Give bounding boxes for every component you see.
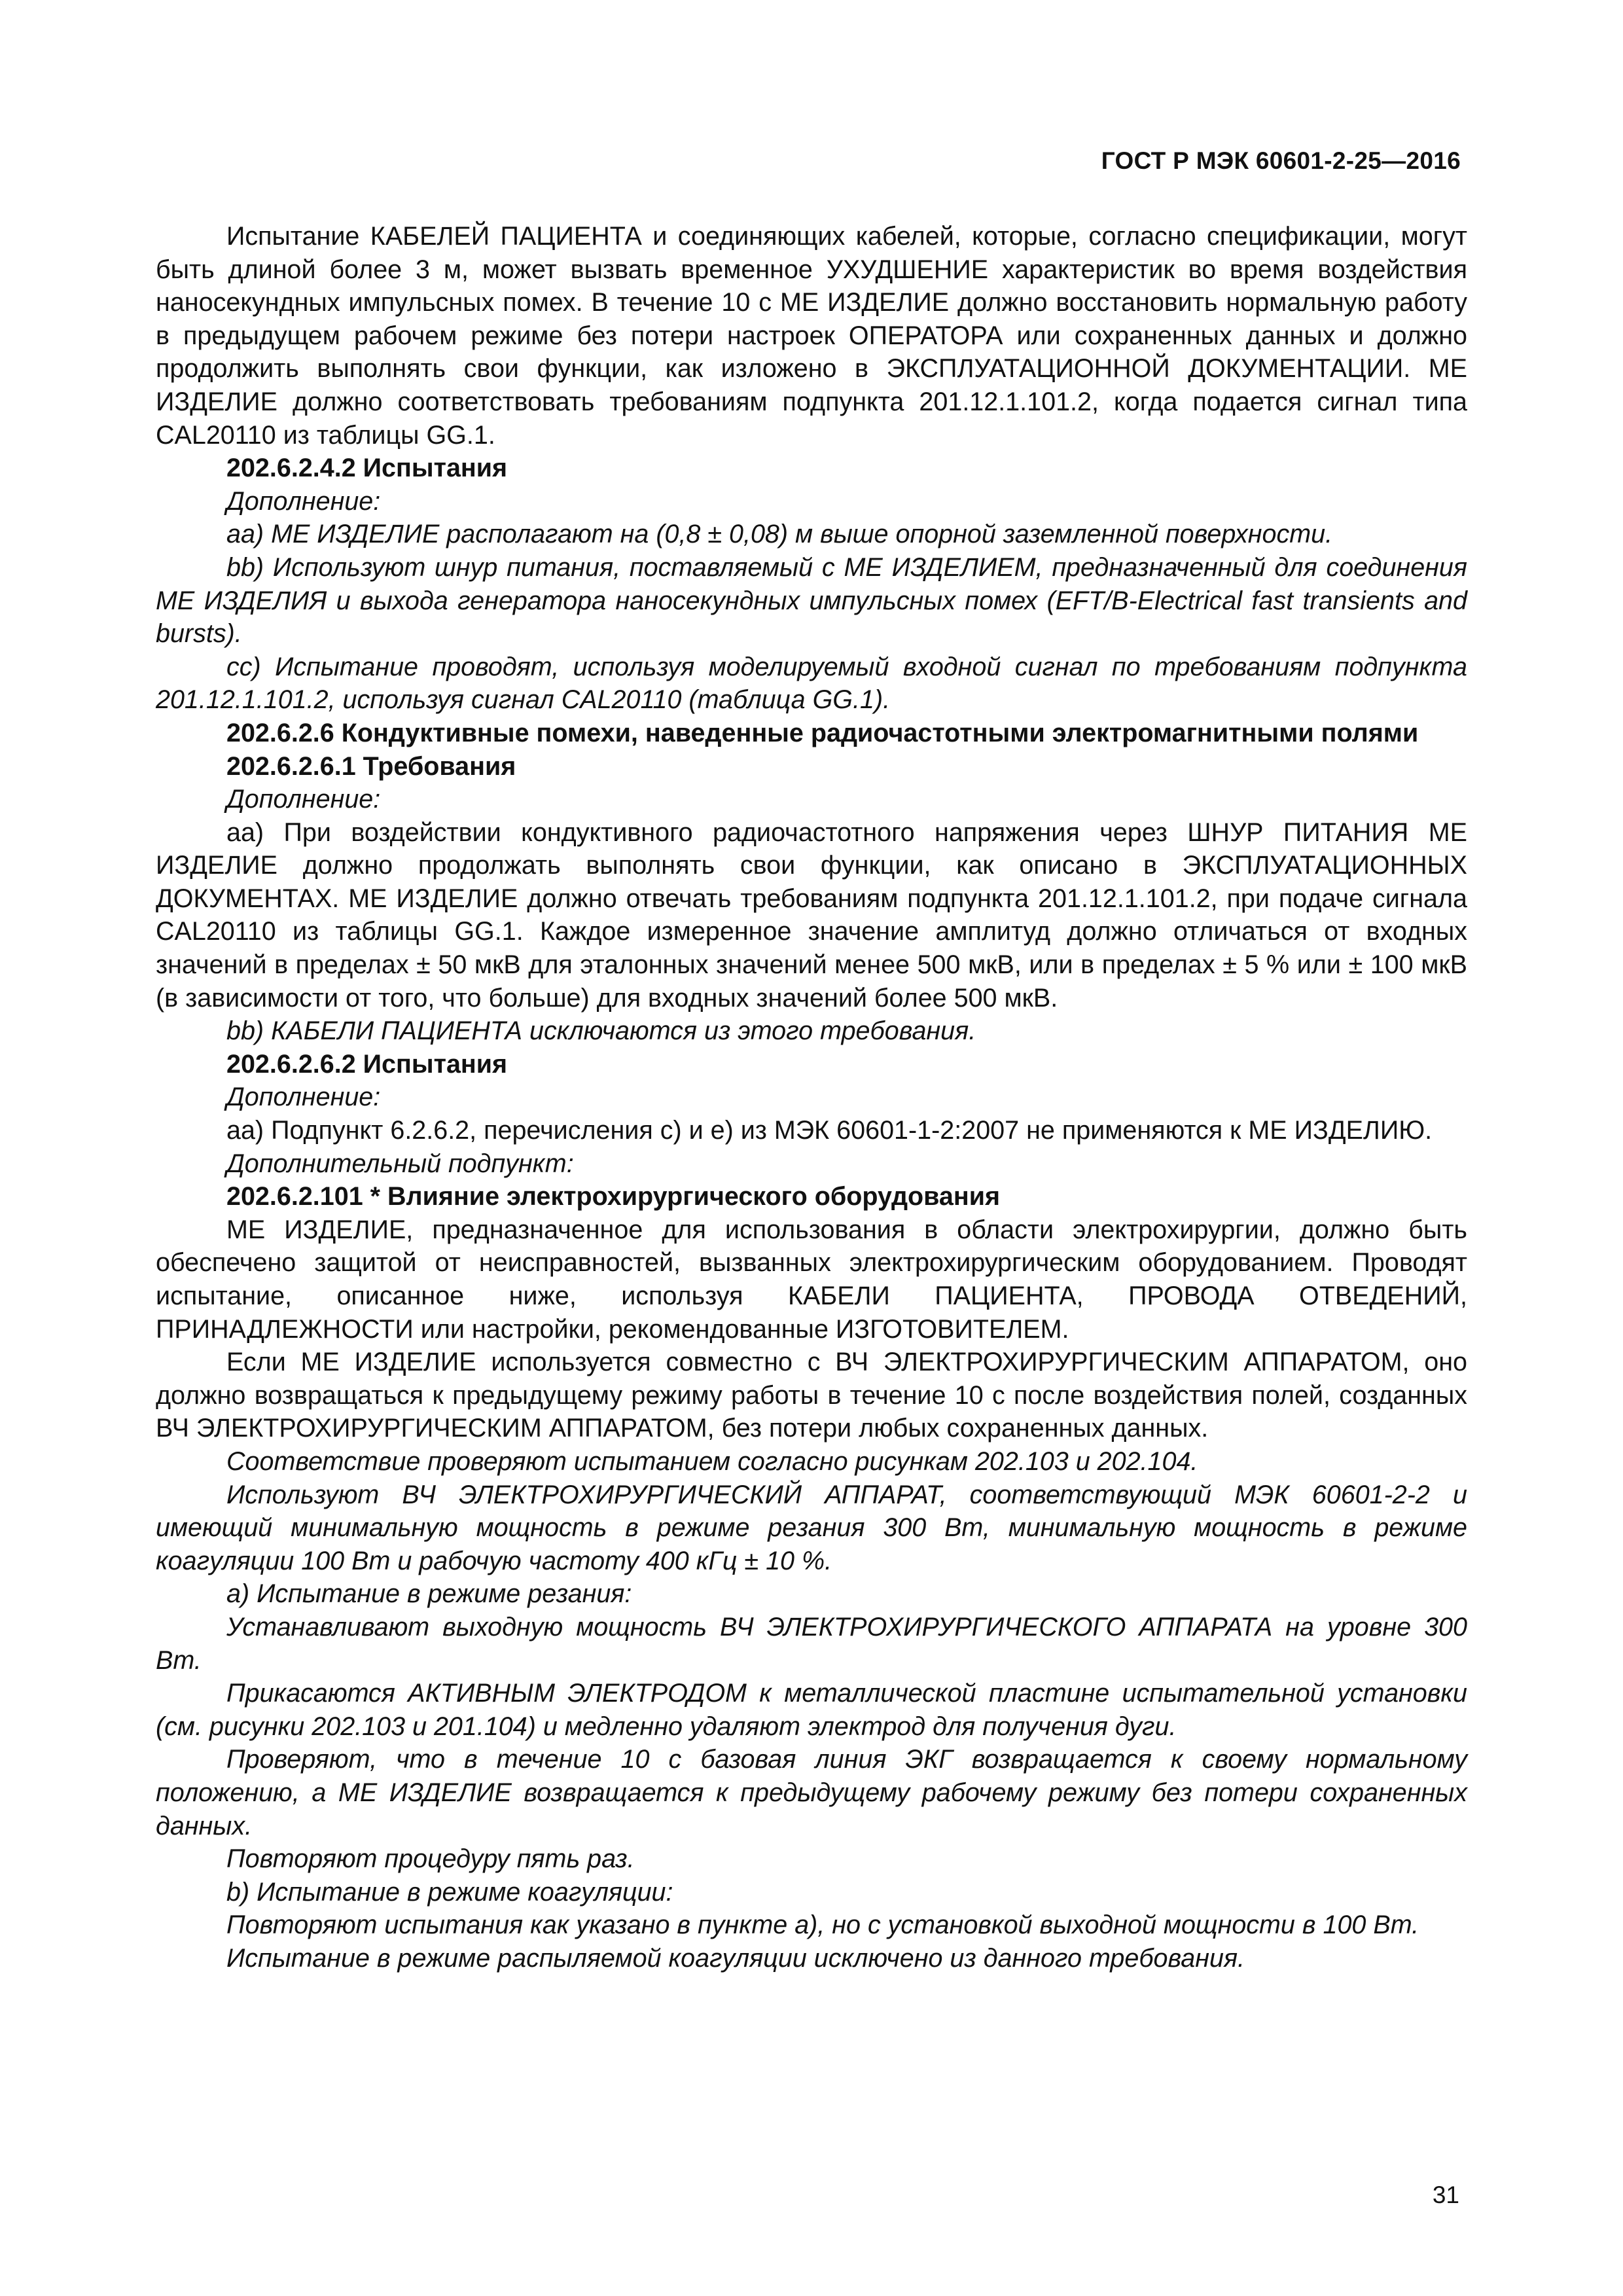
heading-202-6-2-6-2: 202.6.2.6.2 Испытания	[226, 1049, 508, 1079]
test-instruction: Повторяют испытания как указано в пункте а), но с установкой выходной мощности в 100 Вт.	[226, 1910, 1419, 1940]
heading-202-6-2-4-2: 202.6.2.4.2 Испытания	[226, 454, 508, 483]
additional-subclause-label: Дополнительный подпункт:	[226, 1149, 574, 1178]
heading-202-6-2-6-1: 202.6.2.6.1 Требования	[226, 751, 516, 781]
addition-label: Дополнение:	[226, 1083, 381, 1112]
test-instruction: Проверяют, что в течение 10 с базовая линия ЭКГ возвращается к своему нормальному положению, а МЕ ИЗДЕЛИЕ возвращается к предыдущему рабочему режиму без потери сохраненных данных.	[156, 1745, 1467, 1840]
page-number: 31	[1432, 2181, 1459, 2208]
list-item-a: а) Испытание в режиме резания:	[226, 1579, 632, 1609]
heading-202-6-2-6: 202.6.2.6 Кондуктивные помехи, наведенные радиочастотными электромагнитными полями	[226, 718, 1419, 747]
list-item-bb: bb) КАБЕЛИ ПАЦИЕНТА исключаются из этого требования.	[226, 1016, 976, 1046]
list-item-cc: сс) Испытание проводят, используя моделируемый входной сигнал по требованиям подпункта 201.12.1.101.2, используя сигнал CAL20110 (таблица GG.1).	[156, 652, 1467, 715]
document-body	[156, 220, 1467, 1975]
paragraph-hf-apparatus: Если МЕ ИЗДЕЛИЕ используется совместно с ВЧ ЭЛЕКТРОХИРУРГИЧЕСКИМ АППАРАТОМ, оно должно возвращаться к предыдущему режиму работы в течение 10 с после воздействия полей, созданных ВЧ ЭЛЕКТРОХИРУРГИЧЕСКИМ АППАРАТОМ, без потери любых сохраненных данных.	[156, 1348, 1467, 1443]
heading-202-6-2-101: 202.6.2.101 * Влияние электрохирургического оборудования	[226, 1182, 1001, 1211]
list-item-b: b) Испытание в режиме коагуляции:	[226, 1877, 673, 1907]
list-item-aa: аа) МЕ ИЗДЕЛИЕ располагают на (0,8 ± 0,08) м выше опорной заземленной поверхности.	[226, 520, 1333, 549]
addition-label: Дополнение:	[226, 785, 381, 814]
test-instruction: Повторяют процедуру пять раз.	[226, 1844, 635, 1874]
paragraph-cable-test: Испытание КАБЕЛЕЙ ПАЦИЕНТА и соединяющих кабелей, которые, согласно спецификации, могут быть длиной более 3 м, может вызвать временное УХУДШЕНИЕ характеристик во время воздействия наносекундных импульсных помех. В течение 10 с МЕ ИЗДЕЛИЕ должно восстановить нормальную работу в предыдущем рабочем режиме без потери настроек ОПЕРАТОРА или сохраненных данных и должно продолжить выполнять свои функции, как изложено в ЭКСПЛУАТАЦИОННОЙ ДОКУМЕНТАЦИИ. МЕ ИЗДЕЛИЕ должно соответствовать требованиям подпункта 201.12.1.101.2, когда подается сигнал типа CAL20110 из таблицы GG.1.	[156, 222, 1467, 450]
test-instruction: Испытание в режиме распыляемой коагуляции исключено из данного требования.	[226, 1943, 1245, 1973]
test-instruction: Используют ВЧ ЭЛЕКТРОХИРУРГИЧЕСКИЙ АППАРАТ, соответствующий МЭК 60601-2-2 и имеющий минимальную мощность в режиме резания 300 Вт, минимальную мощность в режиме коагуляции 100 Вт и рабочую частоту 400 кГц ± 10 %.	[156, 1480, 1467, 1575]
list-item-aa: аа) При воздействии кондуктивного радиочастотного напряжения через ШНУР ПИТАНИЯ МЕ ИЗДЕЛИЕ должно продолжать выполнять свои функции, как описано в ЭКСПЛУАТАЦИОННЫХ ДОКУМЕНТАХ. МЕ ИЗДЕЛИЕ должно отвечать требованиям подпункта 201.12.1.101.2, при подаче сигнала CAL20110 из таблицы GG.1. Каждое измеренное значение амплитуд должно отличаться от входных значений в пределах ± 50 мкВ для эталонных значений менее 500 мкВ, или в пределах ± 5 % или ± 100 мкВ (в зависимости от того, что больше) для входных значений более 500 мкВ.	[156, 817, 1467, 1013]
paragraph-electrosurgery-protection: МЕ ИЗДЕЛИЕ, предназначенное для использования в области электрохирургии, должно быть обеспечено защитой от неисправностей, вызванных электрохирургическим оборудованием. Проводят испытание, описанное ниже, используя КАБЕЛИ ПАЦИЕНТА, ПРОВОДА ОТВЕДЕНИЙ, ПРИНАДЛЕЖНОСТИ или настройки, рекомендованные ИЗГОТОВИТЕЛЕМ.	[156, 1215, 1467, 1344]
document-code: ГОСТ Р МЭК 60601-2-25—2016	[1101, 147, 1461, 174]
test-instruction: Устанавливают выходную мощность ВЧ ЭЛЕКТРОХИРУРГИЧЕСКОГО АППАРАТА на уровне 300 Вт.	[156, 1612, 1467, 1675]
test-instruction: Прикасаются АКТИВНЫМ ЭЛЕКТРОДОМ к металлической пластине испытательной установки (см. рисунки 202.103 и 201.104) и медленно удаляют электрод для получения дуги.	[156, 1679, 1467, 1741]
list-item-bb: bb) Используют шнур питания, поставляемый с МЕ ИЗДЕЛИЕМ, предназначенный для соединения МЕ ИЗДЕЛИЯ и выхода генератора наносекундных импульсных помех (EFT/B-Electrical fast transients and bursts).	[156, 552, 1467, 649]
compliance-statement: Соответствие проверяют испытанием согласно рисункам 202.103 и 202.104.	[226, 1446, 1198, 1476]
addition-label: Дополнение:	[226, 486, 381, 516]
list-item-aa: аа) Подпункт 6.2.6.2, перечисления с) и е) из МЭК 60601-1-2:2007 не применяются к МЕ ИЗДЕЛИЮ.	[226, 1116, 1433, 1145]
